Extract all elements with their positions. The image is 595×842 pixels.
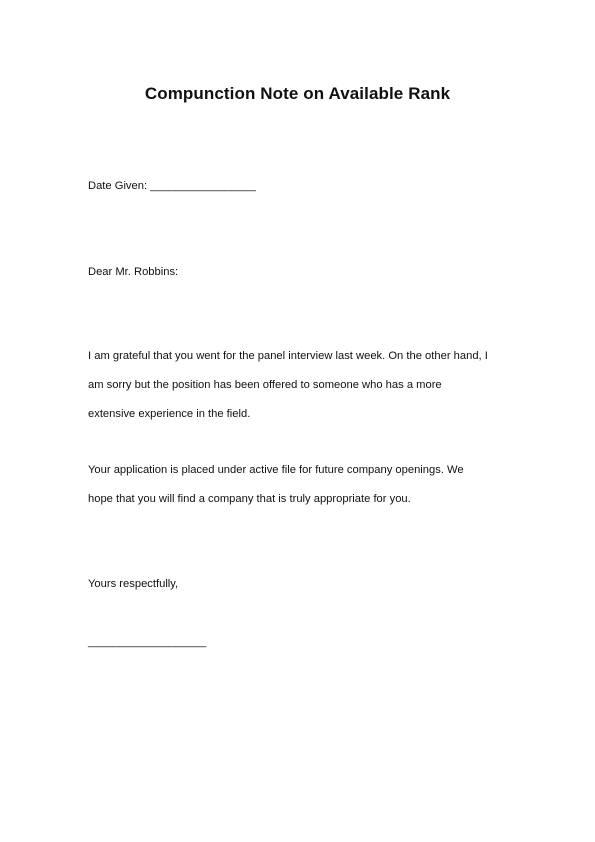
- salutation: Dear Mr. Robbins:: [88, 266, 179, 278]
- signature-line: ___________________: [88, 636, 207, 648]
- paragraph-line: I am grateful that you went for the panel interview last week. On the other hand, I: [88, 350, 488, 362]
- paragraph-line: hope that you will find a company that is truly appropriate for you.: [88, 493, 411, 505]
- date-given-line: Date Given: _________________: [88, 180, 256, 192]
- letter-title: Compunction Note on Available Rank: [144, 84, 451, 103]
- paragraph-line: extensive experience in the field.: [88, 408, 251, 420]
- paragraph-line: Your application is placed under active file for future company openings. We: [88, 464, 464, 476]
- closing: Yours respectfully,: [88, 578, 179, 590]
- paragraph-line: am sorry but the position has been offered to someone who has a more: [88, 379, 442, 391]
